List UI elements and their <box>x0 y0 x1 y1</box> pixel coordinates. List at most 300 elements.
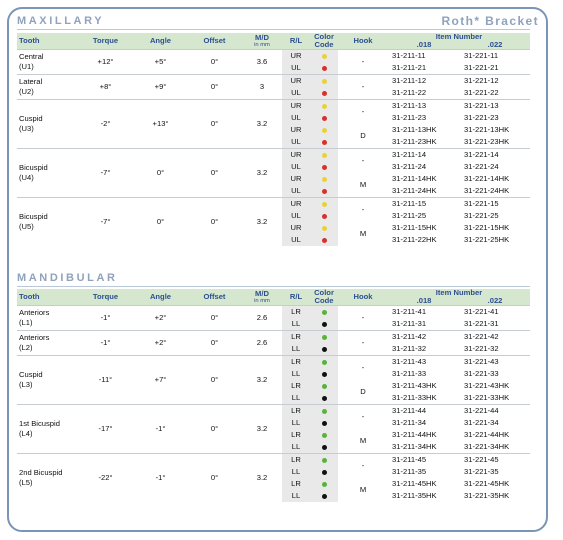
header-angle: Angle <box>134 33 187 50</box>
tooth-md: 3.2 <box>256 424 268 433</box>
header-offset: Offset <box>187 289 242 306</box>
item-number-018: 31-211-15 <box>392 199 427 208</box>
item-number-022: 31-221-24 <box>464 162 499 171</box>
item-number-022: 31-221-45HK <box>464 479 510 488</box>
header-color-code <box>310 289 338 306</box>
item-number-018: 31-211-14 <box>392 150 427 159</box>
tooth-name: Anteriors <box>19 333 50 342</box>
tooth-group <box>17 50 530 75</box>
color-dot-icon <box>322 238 327 243</box>
tooth-name-cell <box>17 50 77 75</box>
tooth-md: 3 <box>259 82 265 91</box>
item-number-022: 31-221-13 <box>464 101 499 110</box>
tooth-group <box>17 306 530 331</box>
hook-cell: M <box>359 229 367 238</box>
color-dot-icon <box>322 445 327 450</box>
color-dot-icon <box>322 310 327 315</box>
item-number-018: 31-211-14HK <box>392 174 437 183</box>
hook-cell: - <box>361 363 365 372</box>
item-number-018: 31-211-33 <box>392 369 427 378</box>
rl-cell: LL <box>282 441 310 454</box>
color-code-cell <box>310 343 338 356</box>
item-number-022: 31-221-34HK <box>464 442 510 451</box>
item-number-018: 31-211-34 <box>392 418 427 427</box>
mandibular-section-title: MANDIBULAR <box>17 272 118 284</box>
tooth-name: Lateral <box>19 77 43 86</box>
color-dot-icon <box>322 433 327 438</box>
color-dot-icon <box>322 372 327 377</box>
tooth-name-cell <box>17 198 77 247</box>
hook-cell: - <box>361 82 365 91</box>
tooth-angle: -1° <box>155 424 166 433</box>
item-number-022: 31-221-13HK <box>464 125 510 134</box>
color-dot-icon <box>322 165 327 170</box>
item-number-018: 31-211-15HK <box>392 223 437 232</box>
tooth-code: (U2) <box>19 87 34 96</box>
color-dot-icon <box>322 396 327 401</box>
color-dot-icon <box>322 79 327 84</box>
tooth-group <box>17 405 530 454</box>
rl-cell: LL <box>282 490 310 502</box>
color-dot-icon <box>322 66 327 71</box>
color-code-cell <box>310 198 338 211</box>
item-number-018: 31-211-23 <box>392 113 427 122</box>
header-code-label: Code <box>314 296 334 305</box>
rl-cell: UR <box>282 222 310 234</box>
color-code-cell <box>310 149 338 162</box>
item-number-018: 31-211-35HK <box>392 491 437 500</box>
tooth-name-cell <box>17 454 77 503</box>
rl-cell: UL <box>282 234 310 246</box>
item-number-022: 31-221-11 <box>464 51 499 60</box>
color-code-cell <box>310 405 338 418</box>
tooth-code: (L3) <box>19 380 33 389</box>
rl-cell: UR <box>282 149 310 162</box>
item-number-022: 31-221-45 <box>464 455 499 464</box>
header-col-018: .018 <box>388 41 460 50</box>
tooth-md: 2.6 <box>256 313 268 322</box>
maxillary-table-header <box>17 33 530 50</box>
item-number-022: 31-221-23HK <box>464 137 510 146</box>
color-code-cell <box>310 478 338 490</box>
table-row <box>17 100 530 113</box>
item-number-018: 31-211-24 <box>392 162 427 171</box>
header-rl: R/L <box>282 33 310 50</box>
tooth-name-cell <box>17 306 77 331</box>
rl-cell: UL <box>282 62 310 75</box>
tooth-angle: +9° <box>154 82 167 91</box>
tooth-name-cell <box>17 356 77 405</box>
tooth-offset: 0° <box>210 168 219 177</box>
color-dot-icon <box>322 153 327 158</box>
header-md-unit: in mm <box>254 41 270 48</box>
tooth-angle: 0° <box>156 217 165 226</box>
header-rl: R/L <box>282 289 310 306</box>
hook-cell: D <box>360 387 366 396</box>
header-torque: Torque <box>77 289 134 306</box>
rl-cell: LL <box>282 318 310 331</box>
item-number-018: 31-211-23HK <box>392 137 437 146</box>
tooth-angle: +2° <box>154 338 167 347</box>
tooth-code: (U5) <box>19 222 34 231</box>
color-code-cell <box>310 441 338 454</box>
rl-cell: UR <box>282 173 310 185</box>
table-row <box>17 405 530 418</box>
hook-cell: - <box>361 338 365 347</box>
header-hook: Hook <box>338 33 388 50</box>
tooth-offset: 0° <box>210 82 219 91</box>
rl-cell: UR <box>282 75 310 88</box>
tooth-offset: 0° <box>210 424 219 433</box>
header-md-label: M/D <box>255 32 269 42</box>
tooth-group <box>17 198 530 247</box>
mandibular-table <box>17 289 530 502</box>
tooth-torque: -1° <box>100 313 111 322</box>
item-number-022: 31-221-15 <box>464 199 499 208</box>
table-row <box>17 75 530 88</box>
rl-cell: LR <box>282 380 310 392</box>
color-dot-icon <box>322 214 327 219</box>
header-item-number: Item Number <box>388 289 530 297</box>
tooth-offset: 0° <box>210 375 219 384</box>
item-number-022: 31-221-22 <box>464 88 499 97</box>
tooth-code: (L4) <box>19 429 33 438</box>
table-row <box>17 306 530 319</box>
bracket-title: Roth* Bracket <box>441 14 539 28</box>
header-color-label: Color <box>314 32 334 41</box>
rl-cell: LR <box>282 331 310 344</box>
color-dot-icon <box>322 91 327 96</box>
rl-cell: LR <box>282 454 310 467</box>
color-code-cell <box>310 100 338 113</box>
rl-cell: LR <box>282 478 310 490</box>
rl-cell: LR <box>282 405 310 418</box>
tooth-name: Central <box>19 52 44 61</box>
item-number-018: 31-211-13HK <box>392 125 437 134</box>
item-number-022: 31-221-25HK <box>464 235 510 244</box>
tooth-torque: +12° <box>97 57 114 66</box>
header-color-label: Color <box>314 288 334 297</box>
item-number-022: 31-221-14HK <box>464 174 510 183</box>
tooth-md: 2.6 <box>256 338 268 347</box>
color-code-cell <box>310 318 338 331</box>
color-dot-icon <box>322 189 327 194</box>
color-dot-icon <box>322 421 327 426</box>
rl-cell: LL <box>282 343 310 356</box>
tooth-offset: 0° <box>210 473 219 482</box>
item-number-018: 31-211-43HK <box>392 381 437 390</box>
tooth-name: 1st Bicuspid <box>19 419 60 428</box>
color-dot-icon <box>322 104 327 109</box>
header-col-022: .022 <box>460 297 530 306</box>
tooth-code: (L2) <box>19 343 33 352</box>
rl-cell: LR <box>282 429 310 441</box>
header-col-022: .022 <box>460 41 530 50</box>
tooth-code: (U3) <box>19 124 34 133</box>
tooth-torque: +8° <box>99 82 112 91</box>
hook-cell: - <box>361 412 365 421</box>
header-hook: Hook <box>338 289 388 306</box>
table-row <box>17 149 530 162</box>
header-md <box>242 289 282 306</box>
hook-cell: M <box>359 180 367 189</box>
rl-cell: LL <box>282 392 310 405</box>
item-number-022: 31-221-31 <box>464 319 499 328</box>
hook-cell: - <box>361 57 365 66</box>
item-number-018: 31-211-42 <box>392 332 427 341</box>
color-code-cell <box>310 87 338 100</box>
item-number-022: 31-221-21 <box>464 63 499 72</box>
maxillary-table <box>17 33 530 246</box>
item-number-018: 31-211-11 <box>392 51 426 60</box>
color-dot-icon <box>322 322 327 327</box>
tooth-name: 2nd Bicuspid <box>19 468 63 477</box>
tooth-angle: +5° <box>154 57 167 66</box>
tooth-code: (U1) <box>19 62 34 71</box>
item-number-022: 31-221-43 <box>464 357 499 366</box>
item-number-022: 31-221-25 <box>464 211 499 220</box>
color-code-cell <box>310 124 338 136</box>
table-row <box>17 454 530 467</box>
hook-cell: - <box>361 461 365 470</box>
item-number-018: 31-211-35 <box>392 467 427 476</box>
color-dot-icon <box>322 360 327 365</box>
item-number-018: 31-211-41 <box>392 307 427 316</box>
color-code-cell <box>310 222 338 234</box>
rl-cell: LL <box>282 417 310 429</box>
hook-cell: - <box>361 205 365 214</box>
tooth-torque: -7° <box>100 217 111 226</box>
header-tooth: Tooth <box>17 289 77 306</box>
header-tooth: Tooth <box>17 33 77 50</box>
tooth-name: Bicuspid <box>19 163 48 172</box>
tooth-name-cell <box>17 75 77 100</box>
tooth-offset: 0° <box>210 338 219 347</box>
color-dot-icon <box>322 116 327 121</box>
item-number-022: 31-221-15HK <box>464 223 510 232</box>
header-code-label: Code <box>314 40 334 49</box>
header-item-number: Item Number <box>388 33 530 41</box>
item-number-022: 31-221-35 <box>464 467 499 476</box>
tooth-offset: 0° <box>210 57 219 66</box>
color-dot-icon <box>322 409 327 414</box>
tooth-angle: +13° <box>152 119 169 128</box>
tooth-md: 3.6 <box>256 57 268 66</box>
table-row <box>17 50 530 63</box>
mandibular-table-header <box>17 289 530 306</box>
color-code-cell <box>310 429 338 441</box>
tooth-name-cell <box>17 149 77 198</box>
item-number-022: 31-221-33HK <box>464 393 510 402</box>
tooth-torque: -1° <box>100 338 111 347</box>
tooth-group <box>17 454 530 503</box>
item-number-018: 31-211-43 <box>392 357 427 366</box>
header-angle: Angle <box>134 289 187 306</box>
rl-cell: LL <box>282 466 310 478</box>
item-number-022: 31-221-44 <box>464 406 499 415</box>
rl-cell: UR <box>282 198 310 211</box>
maxillary-divider <box>17 29 530 30</box>
color-code-cell <box>310 306 338 319</box>
item-number-018: 31-211-13 <box>392 101 427 110</box>
item-number-018: 31-211-45HK <box>392 479 437 488</box>
header-col-018: .018 <box>388 297 460 306</box>
rl-cell: UR <box>282 50 310 63</box>
item-number-022: 31-221-33 <box>464 369 499 378</box>
color-dot-icon <box>322 347 327 352</box>
maxillary-section-title: MAXILLARY <box>17 15 105 27</box>
rl-cell: UL <box>282 136 310 149</box>
color-code-cell <box>310 161 338 173</box>
tooth-offset: 0° <box>210 313 219 322</box>
color-code-cell <box>310 185 338 198</box>
rl-cell: UL <box>282 87 310 100</box>
tooth-group <box>17 75 530 100</box>
tooth-group <box>17 100 530 149</box>
color-code-cell <box>310 234 338 246</box>
color-code-cell <box>310 50 338 63</box>
tooth-name-cell <box>17 100 77 149</box>
color-dot-icon <box>322 128 327 133</box>
table-row <box>17 356 530 369</box>
header-md <box>242 33 282 50</box>
hook-cell: - <box>361 156 365 165</box>
color-dot-icon <box>322 54 327 59</box>
item-number-018: 31-211-12 <box>392 76 427 85</box>
item-number-018: 31-211-44HK <box>392 430 437 439</box>
item-number-022: 31-221-14 <box>464 150 499 159</box>
color-dot-icon <box>322 494 327 499</box>
rl-cell: LL <box>282 368 310 380</box>
rl-cell: UL <box>282 210 310 222</box>
tooth-group <box>17 331 530 356</box>
tooth-name-cell <box>17 405 77 454</box>
hook-cell: M <box>359 485 367 494</box>
tooth-code: (L1) <box>19 318 33 327</box>
tooth-md: 3.2 <box>256 168 268 177</box>
tooth-torque: -11° <box>98 375 113 384</box>
color-dot-icon <box>322 202 327 207</box>
color-code-cell <box>310 331 338 344</box>
item-number-022: 31-221-12 <box>464 76 499 85</box>
tooth-torque: -2° <box>100 119 111 128</box>
header-color-code <box>310 33 338 50</box>
color-code-cell <box>310 75 338 88</box>
tooth-md: 3.2 <box>256 119 268 128</box>
tooth-code: (L5) <box>19 478 33 487</box>
tooth-name: Anteriors <box>19 308 50 317</box>
color-code-cell <box>310 490 338 502</box>
table-row <box>17 198 530 211</box>
item-number-018: 31-211-22HK <box>392 235 437 244</box>
item-number-022: 31-221-34 <box>464 418 499 427</box>
header-md-unit: in mm <box>254 297 270 304</box>
rl-cell: UR <box>282 100 310 113</box>
color-dot-icon <box>322 140 327 145</box>
tooth-md: 3.2 <box>256 217 268 226</box>
item-number-022: 31-221-23 <box>464 113 499 122</box>
rl-cell: LR <box>282 306 310 319</box>
item-number-022: 31-221-43HK <box>464 381 510 390</box>
color-code-cell <box>310 466 338 478</box>
color-code-cell <box>310 173 338 185</box>
color-dot-icon <box>322 335 327 340</box>
tooth-md: 3.2 <box>256 473 268 482</box>
color-code-cell <box>310 210 338 222</box>
rl-cell: UL <box>282 161 310 173</box>
item-number-022: 31-221-41 <box>464 307 499 316</box>
color-dot-icon <box>322 482 327 487</box>
item-number-018: 31-211-21 <box>392 63 427 72</box>
rl-cell: UL <box>282 185 310 198</box>
tooth-group <box>17 356 530 405</box>
tooth-torque: -17° <box>98 424 113 433</box>
color-code-cell <box>310 380 338 392</box>
item-number-022: 31-221-24HK <box>464 186 510 195</box>
item-number-018: 31-211-45 <box>392 455 427 464</box>
tooth-name: Cuspid <box>19 370 43 379</box>
tooth-group <box>17 149 530 198</box>
tooth-torque: -22° <box>98 473 113 482</box>
tooth-name: Bicuspid <box>19 212 48 221</box>
color-code-cell <box>310 356 338 369</box>
tooth-md: 3.2 <box>256 375 268 384</box>
color-code-cell <box>310 454 338 467</box>
item-number-022: 31-221-42 <box>464 332 499 341</box>
color-dot-icon <box>322 384 327 389</box>
tooth-angle: +7° <box>154 375 167 384</box>
item-number-018: 31-211-44 <box>392 406 427 415</box>
tooth-angle: +2° <box>154 313 167 322</box>
tooth-angle: -1° <box>155 473 166 482</box>
hook-cell: M <box>359 436 367 445</box>
hook-cell: D <box>360 131 366 140</box>
tooth-name-cell <box>17 331 77 356</box>
tooth-offset: 0° <box>210 217 219 226</box>
color-dot-icon <box>322 458 327 463</box>
item-number-018: 31-211-22 <box>392 88 427 97</box>
color-dot-icon <box>322 177 327 182</box>
tooth-offset: 0° <box>210 119 219 128</box>
color-code-cell <box>310 112 338 124</box>
header-torque: Torque <box>77 33 134 50</box>
rl-cell: LR <box>282 356 310 369</box>
item-number-022: 31-221-44HK <box>464 430 510 439</box>
item-number-018: 31-211-25 <box>392 211 427 220</box>
header-md-label: M/D <box>255 288 269 298</box>
color-code-cell <box>310 392 338 405</box>
tooth-angle: 0° <box>156 168 165 177</box>
rl-cell: UL <box>282 112 310 124</box>
tooth-name: Cuspid <box>19 114 43 123</box>
color-code-cell <box>310 368 338 380</box>
color-dot-icon <box>322 226 327 231</box>
header-offset: Offset <box>187 33 242 50</box>
item-number-018: 31-211-24HK <box>392 186 437 195</box>
color-dot-icon <box>322 470 327 475</box>
hook-cell: - <box>361 313 365 322</box>
rl-cell: UR <box>282 124 310 136</box>
item-number-018: 31-211-32 <box>392 344 427 353</box>
hook-cell: - <box>361 107 365 116</box>
tooth-code: (U4) <box>19 173 34 182</box>
item-number-018: 31-211-33HK <box>392 393 437 402</box>
tooth-torque: -7° <box>100 168 111 177</box>
item-number-018: 31-211-34HK <box>392 442 437 451</box>
table-row <box>17 331 530 344</box>
color-code-cell <box>310 417 338 429</box>
color-code-cell <box>310 62 338 75</box>
